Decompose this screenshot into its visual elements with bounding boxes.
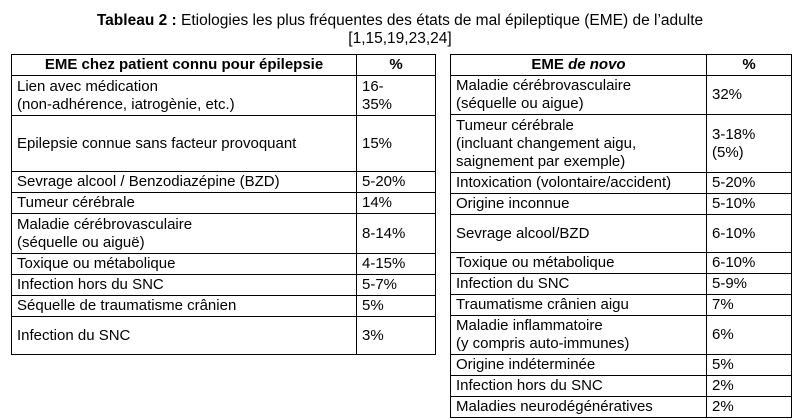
table-row <box>12 317 436 355</box>
header-eme-de-novo <box>451 55 707 76</box>
caption-label: Tableau 2 : <box>96 12 177 29</box>
cause-cell: Maladie inflammatoire (y compris auto-immunes) <box>451 316 707 355</box>
cause-cell: Traumatisme crânien aigu <box>451 295 707 316</box>
header-eme-known-epilepsy: EME chez patient connu pour épilepsie <box>12 55 357 76</box>
percent-cell: 8-14% <box>357 214 436 254</box>
cause-cell: Maladie cérébrovasculaire (séquelle ou aiguë) <box>12 214 357 254</box>
percent-cell: 7% <box>707 295 792 316</box>
table-row <box>451 215 792 253</box>
cause-cell: Maladie cérébrovasculaire (séquelle ou aigue) <box>451 76 707 115</box>
table-row <box>12 254 436 275</box>
percent-cell: 15% <box>357 116 436 172</box>
table-row <box>12 296 436 317</box>
percent-cell: 4-15% <box>357 254 436 275</box>
table-row <box>451 173 792 194</box>
table-row <box>451 253 792 274</box>
cause-cell: Sevrage alcool/BZD <box>451 215 707 253</box>
table-row <box>451 115 792 173</box>
cause-cell: Toxique ou métabolique <box>12 254 357 275</box>
table-row <box>12 214 436 254</box>
table-row <box>12 76 436 116</box>
percent-cell: 6-10% <box>707 215 792 253</box>
table-header-row <box>451 55 792 76</box>
cause-cell: Infection du SNC <box>12 317 357 355</box>
percent-cell: 6-10% <box>707 253 792 274</box>
caption-text: Etiologies les plus fréquentes des états de mal épileptique (EME) de l’adulte <box>176 12 704 29</box>
percent-cell: 5-20% <box>707 173 792 194</box>
percent-cell: 16- 35% <box>357 76 436 116</box>
header-percent: % <box>357 55 436 76</box>
percent-cell: 5-10% <box>707 194 792 215</box>
caption-references: [1,15,19,23,24] <box>348 30 452 47</box>
table-row <box>12 172 436 193</box>
cause-cell: Tumeur cérébrale <box>12 193 357 214</box>
header-percent: % <box>707 55 792 76</box>
table-row <box>451 274 792 295</box>
table-row <box>451 76 792 115</box>
table-row <box>451 397 792 418</box>
cause-cell: Tumeur cérébrale (incluant changement aigu, saignement par exemple) <box>451 115 707 173</box>
table-row <box>12 116 436 172</box>
table-row <box>451 355 792 376</box>
percent-cell: 3-18% (5%) <box>707 115 792 173</box>
table-row <box>451 316 792 355</box>
cause-cell: Séquelle de traumatisme crânien <box>12 296 357 317</box>
cause-cell: Maladies neurodégénératives <box>451 397 707 418</box>
cause-cell: Infection hors du SNC <box>12 275 357 296</box>
cause-cell: Epilepsie connue sans facteur provoquant <box>12 116 357 172</box>
cause-cell: Intoxication (volontaire/accident) <box>451 173 707 194</box>
cause-cell: Infection hors du SNC <box>451 376 707 397</box>
percent-cell: 2% <box>707 376 792 397</box>
cause-cell: Toxique ou métabolique <box>451 253 707 274</box>
table-row <box>451 295 792 316</box>
table-known-epilepsy <box>11 54 436 355</box>
percent-cell: 5% <box>707 355 792 376</box>
table-header-row <box>12 55 436 76</box>
percent-cell: 5-9% <box>707 274 792 295</box>
cause-cell: Infection du SNC <box>451 274 707 295</box>
header-italic: de novo <box>568 56 626 73</box>
table-de-novo <box>450 54 792 418</box>
table-row <box>451 194 792 215</box>
cause-cell: Lien avec médication (non-adhérence, iatrogènie, etc.) <box>12 76 357 116</box>
cause-cell: Origine inconnue <box>451 194 707 215</box>
percent-cell: 14% <box>357 193 436 214</box>
table-caption <box>0 12 800 48</box>
percent-cell: 5-20% <box>357 172 436 193</box>
percent-cell: 5% <box>357 296 436 317</box>
cause-cell: Sevrage alcool / Benzodiazépine (BZD) <box>12 172 357 193</box>
percent-cell: 3% <box>357 317 436 355</box>
percent-cell: 6% <box>707 316 792 355</box>
table-row <box>451 376 792 397</box>
table-row <box>12 193 436 214</box>
percent-cell: 32% <box>707 76 792 115</box>
percent-cell: 2% <box>707 397 792 418</box>
header-prefix: EME <box>531 56 569 73</box>
table-row <box>12 275 436 296</box>
percent-cell: 5-7% <box>357 275 436 296</box>
cause-cell: Origine indéterminée <box>451 355 707 376</box>
